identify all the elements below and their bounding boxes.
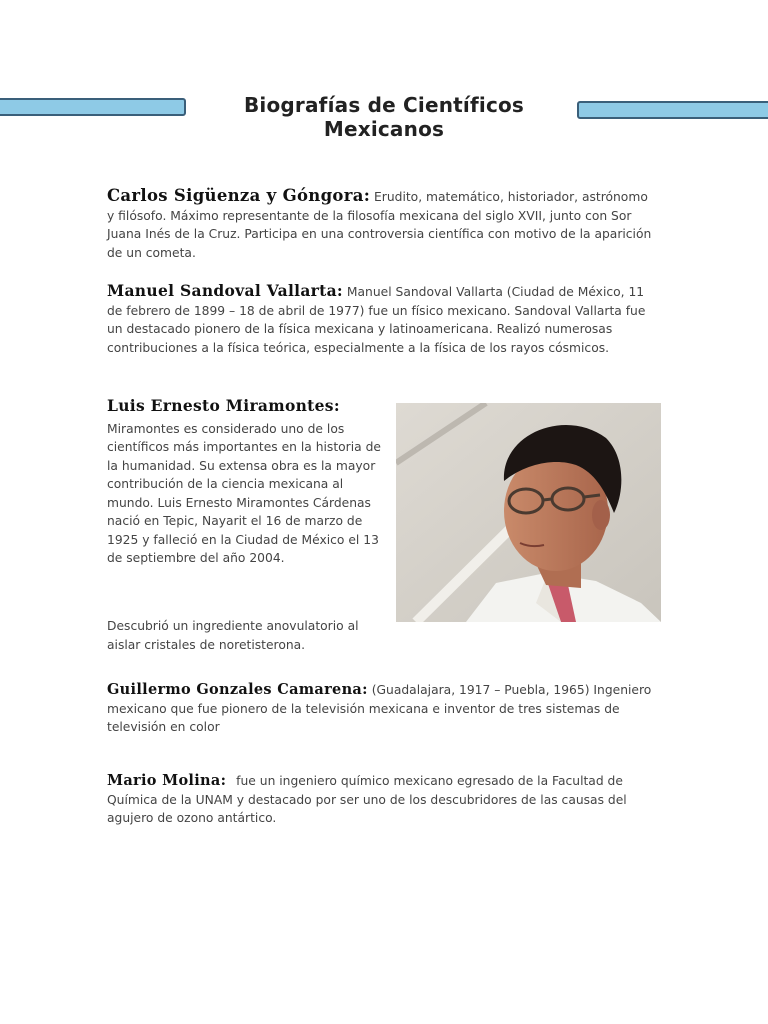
biography-text: (Guadalajara, 1917 – Puebla, 1965) Ingeniero mexicano que fue pionero de la televisión mexicana e inventor de tres sistemas de televisión en color bbox=[107, 683, 652, 734]
scientist-name: Carlos Sigüenza y Góngora: bbox=[107, 186, 371, 205]
biography-luis-miramontes bbox=[107, 397, 385, 568]
header-decor-bar-left bbox=[0, 98, 186, 116]
biography-luis-miramontes-discovery bbox=[107, 617, 377, 654]
biography-carlos-siguenza bbox=[107, 187, 657, 262]
scientist-name: Mario Molina: bbox=[107, 772, 227, 789]
biography-text: Descubrió un ingrediente anovulatorio al aislar cristales de noretisterona. bbox=[107, 619, 359, 652]
scientist-name: Luis Ernesto Miramontes: bbox=[107, 396, 340, 415]
biography-text: Miramontes es considerado uno de los científicos más importantes en la historia de la humanidad. Su extensa obra es la mayor contribución de la ciencia mexicana al mundo. Luis Ernesto Miramontes Cárdenas nació en Tepic, Nayarit el 16 de marzo de 1925 y falleció en la Ciudad de México el 13 de septiembre del año 2004. bbox=[107, 421, 381, 565]
biography-text: Manuel Sandoval Vallarta (Ciudad de México, 11 de febrero de 1899 – 18 de abril de 1977) fue un físico mexicano. Sandoval Vallarta fue un destacado pionero de la física mexicana y latinoamericana. Realizó numerosas contribuciones a la física teórica, especialmente a la física de los rayos cósmicos. bbox=[107, 285, 646, 355]
header-decor-bar-right bbox=[577, 101, 768, 119]
scientist-name: Guillermo Gonzales Camarena: bbox=[107, 681, 368, 698]
biography-mario-molina bbox=[107, 772, 647, 828]
page-title: Biografías de Científicos Mexicanos bbox=[243, 93, 525, 141]
biography-guillermo-gonzales bbox=[107, 681, 652, 737]
portrait-photo bbox=[396, 403, 661, 622]
scientist-name: Manuel Sandoval Vallarta: bbox=[107, 281, 343, 300]
biography-text: fue un ingeniero químico mexicano egresado de la Facultad de Química de la UNAM y destacado por ser uno de los descubridores de las causas del agujero de ozono antártico. bbox=[107, 774, 627, 825]
biography-manuel-sandoval bbox=[107, 282, 659, 357]
biography-text: Erudito, matemático, historiador, astrónomo y filósofo. Máximo representante de la filosofía mexicana del siglo XVII, junto con Sor Juana Inés de la Cruz. Participa en una controversia científica con motivo de la aparición de un cometa. bbox=[107, 190, 652, 260]
